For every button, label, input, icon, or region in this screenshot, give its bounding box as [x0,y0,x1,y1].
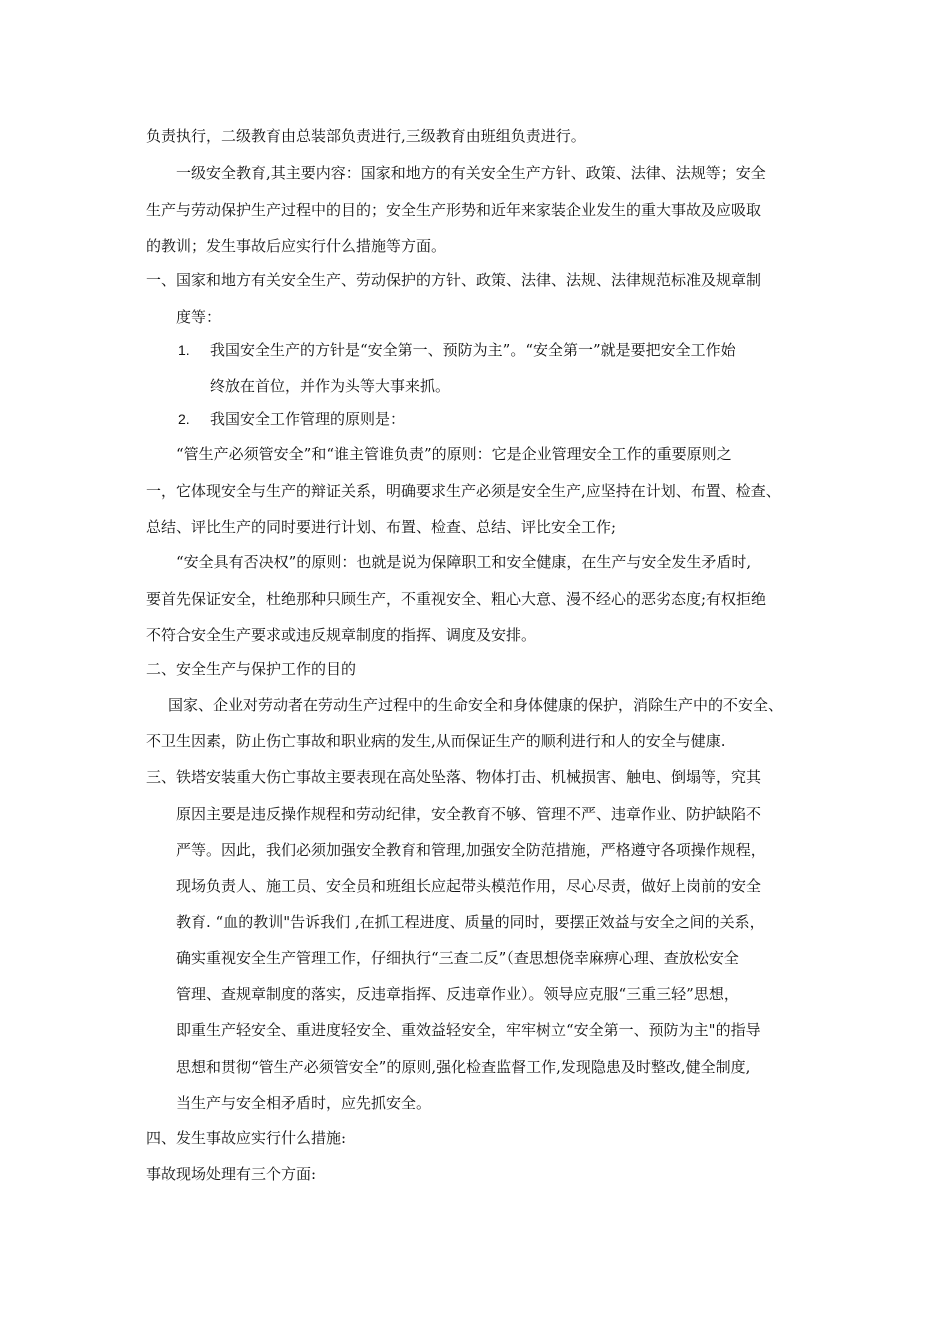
text-line: 思想和贯彻“管生产必须管安全”的原则,强化检查监督工作,发现隐患及时整改,健全制度, [176,1058,751,1076]
text-line: 不卫生因素，防止伤亡事故和职业病的发生,从而保证生产的顺利进行和人的安全与健康. [146,732,726,750]
text-line: 负责执行，二级教育由总装部负责进行,三级教育由班组负责进行。 [146,127,586,145]
section-heading: 一、国家和地方有关安全生产、劳动保护的方针、政策、法律、法规、法律规范标准及规章制 [146,271,762,289]
text-line: 国家、企业对劳动者在劳动生产过程中的生命安全和身体健康的保护，消除生产中的不安全、 [168,696,784,714]
text-line: 生产与劳动保护生产过程中的目的；安全生产形势和近年来家装企业发生的重大事故及应吸取 [146,201,762,219]
text-line: 事故现场处理有三个方面: [146,1165,317,1183]
text-line: 管理、查规章制度的落实，反违章指挥、反违章作业）。领导应克服“三重三轻”思想， [176,985,739,1003]
text-line: 现场负责人、施工员、安全员和班组长应起带头模范作用，尽心尽责，做好上岗前的安全 [176,877,762,895]
text-line: 终放在首位，并作为头等大事来抓。 [210,377,451,395]
section-heading: 三、铁塔安装重大伤亡事故主要表现在高处坠落、物体打击、机械损害、触电、倒塌等，究其 [146,768,762,786]
text-line: 教育. “血的教训"告诉我们 ,在抓工程进度、质量的同时，要摆正效益与安全之间的关系， [176,913,765,931]
text-line: “安全具有否决权”的原则：也就是说为保障职工和安全健康，在生产与安全发生矛盾时, [176,553,752,571]
text-line: 当生产与安全相矛盾时，应先抓安全。 [176,1094,432,1112]
text-line: 要首先保证安全，杜绝那种只顾生产，不重视安全、粗心大意、漫不经心的恶劣态度;有权拒绝 [146,590,767,608]
list-number: 2. [178,411,190,427]
list-item: 我国安全工作管理的原则是： [210,410,406,428]
text-line: “管生产必须管安全”和“谁主管谁负责”的原则：它是企业管理安全工作的重要原则之 [176,445,732,463]
text-line: 度等： [176,308,222,326]
text-line: 严等。因此，我们必须加强安全教育和管理,加强安全防范措施，严格遵守各项操作规程， [176,841,766,859]
text-line: 的教训；发生事故后应实行什么措施等方面。 [146,237,447,255]
text-line: 原因主要是违反操作规程和劳动纪律，安全教育不够、管理不严、违章作业、防护缺陷不 [176,805,762,823]
text-line: 即重生产轻安全、重进度轻安全、重效益轻安全，牢牢树立“安全第一、预防为主"的指导 [176,1021,761,1039]
text-line: 总结、评比生产的同时要进行计划、布置、检查、总结、评比安全工作; [146,518,617,536]
text-line: 确实重视安全生产管理工作，仔细执行“三查二反”（查思想侥幸麻痹心理、查放松安全 [176,949,739,967]
section-heading: 二、安全生产与保护工作的目的 [146,660,357,678]
section-heading: 四、发生事故应实行什么措施: [146,1129,347,1147]
list-item: 我国安全生产的方针是“安全第一、预防为主”。“安全第一”就是要把安全工作始 [210,341,736,359]
text-line: 一级安全教育,其主要内容：国家和地方的有关安全生产方针、政策、法律、法规等；安全 [176,164,766,182]
text-line: 一，它体现安全与生产的辩证关系，明确要求生产必须是安全生产,应坚持在计划、布置、检查、 [146,482,781,500]
text-line: 不符合安全生产要求或违反规章制度的指挥、调度及安排。 [146,626,537,644]
list-number: 1. [178,342,190,358]
